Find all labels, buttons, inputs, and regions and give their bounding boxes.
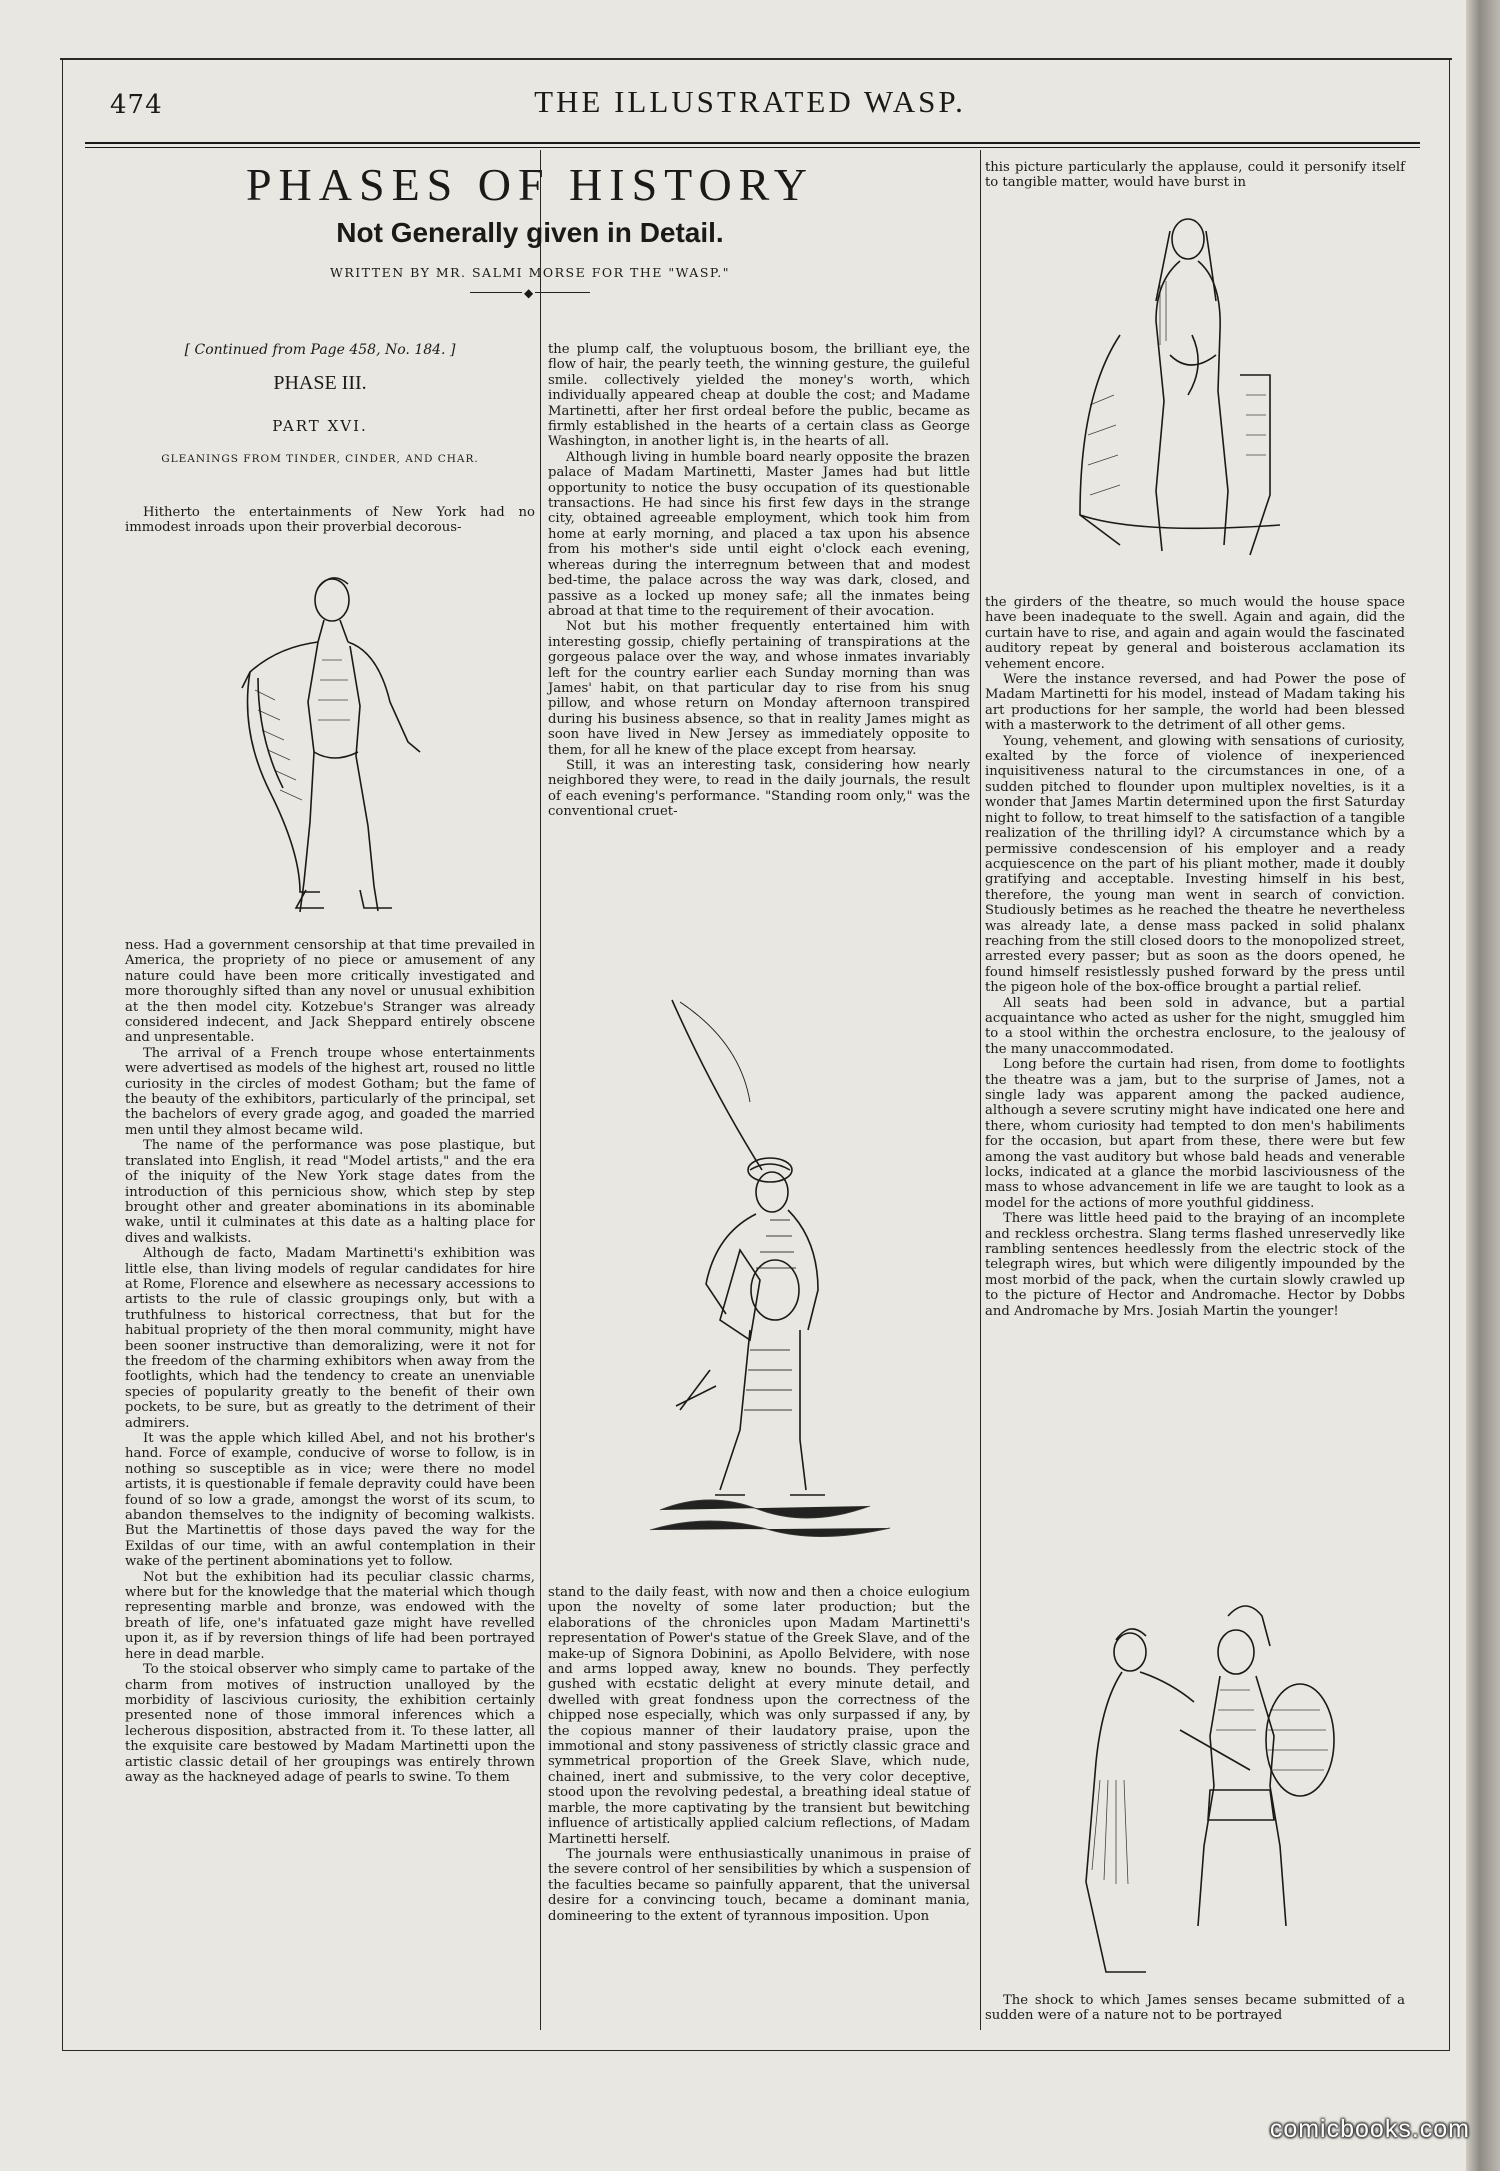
article-title: PHASES OF HISTORY <box>245 159 815 210</box>
part-heading <box>110 342 530 465</box>
fisherman-illustration <box>620 990 910 1550</box>
column-divider-1 <box>540 150 541 2030</box>
column-divider-2 <box>980 150 981 2030</box>
greek-slave-svg <box>1060 205 1320 585</box>
apollo-statue-illustration <box>210 560 460 930</box>
col3-bottom <box>985 1993 1405 2024</box>
col2-top <box>548 342 970 820</box>
col1-intro <box>125 505 535 536</box>
paragraph: All seats had been sold in advance, but a partial acquaintance who acted as usher for the night, smuggled him to a stool within the orchestra enclosure, to the jealousy of the many unaccommodated. <box>985 995 1405 1057</box>
paragraph: Hitherto the entertainments of New York had no immodest inroads upon their proverbial decorous- <box>125 505 535 536</box>
paragraph: Young, vehement, and glowing with sensations of curiosity, exalted by the force of violence of inexperienced inquisitiveness natural to the circumstances in one, of a sudden pitched to flounder upon multiplex novelties, is it a wonder that James Martin determined upon the first Saturday night to follow, to treat himself to the satisfaction of a tangible realization of the thrilling idyl? A circumstance which by a permissive condescension of his employer and a ready acquiescence on the part of his pliant mother, made it doubly gratifying and acceptable. Investing himself in his best, therefore, the young man went in search of conviction. Studiously betimes as he reached the theatre he nevertheless was already late, a dense mass packed in solid phalanx reaching from the still closed doors to the monopolized street, arrested every passer; but as soon as the doors opened, he found himself resistlessly pushed forward by the press until the pigeon hole of the box-office brought a partial relief. <box>985 733 1405 996</box>
paragraph: It was the apple which killed Abel, and not his brother's hand. Force of example, conducive of worse to follow, is in nothing so susceptible as in vice; were there no model artists, it is questionable if female depravity could have been found of so low a grade, amongst the worst of its scum, to abandon themselves to the indignity of becoming walkists. But the Martinettis of those days paved the way for the Exildas of our time, with an awful contemplation in their wake of the pertinent abominations yet to follow. <box>125 1431 535 1570</box>
part-label: PART XVI. <box>272 417 368 435</box>
paragraph: The journals were enthusiastically unanimous in praise of the severe control of her sensibilities by which a suspension of the faculties became so painfully apparent, that the universal desire for a convincing touch, became a dominant mania, domineering to the extent of tyrannous imposition. Upon <box>548 1846 970 1924</box>
paragraph: stand to the daily feast, with now and then a choice eulogium upon the novelty of some later production; but the elaborations of the chronicles upon Madam Martinetti's representation of Power's statue of the Greek Slave, and of the make-up of Signora Dobinini, as Apollo Belvidere, with nose and arms lopped away, knew no bounds. They perfectly gushed with ecstatic delight at every minute detail, and dwelled with great fondness upon the correctness of the chipped nose especially, which was only surpassed if any, by the copious manner of their laudatory praise, upon the immotional and stony passiveness of strictly classic grace and symmetrical proportion of the Greek Slave, which nude, chained, inert and submissive, to the very color deceptive, stood upon the revolving pedestal, a breathing ideal statue of marble, the more captivating by the transient but bewitching influence of artistically applied calcium reflections, of Madam Martinetti herself. <box>548 1585 970 1847</box>
page-number: 474 <box>110 90 163 120</box>
paragraph: Not but the exhibition had its peculiar classic charms, where but for the knowledge that the material which though representing marble and bronze, was endowed with the breath of life, one's infatuated gaze might have revelled upon it, as if by reversion things of life had been portrayed here in dead marble. <box>125 1569 535 1662</box>
paragraph: The arrival of a French troupe whose entertainments were advertised as models of the highest art, roused no little curiosity in the circles of modest Gotham; but the fame of the beauty of the exhibitors, particularly of the principal, set the bachelors of every grade agog, and goaded the married men until they almost became wild. <box>125 1045 535 1138</box>
fisherman-svg <box>620 990 910 1550</box>
page-border-right <box>1449 58 1450 2051</box>
paragraph: the girders of the theatre, so much would the house space have been inadequate to the swell. Again and again, did the curtain have to rise, and again and again would the fascinated auditory repeat by general and boisterous acclamation its vehement encore. <box>985 595 1405 672</box>
col3-top <box>985 160 1405 191</box>
article-header <box>160 158 900 298</box>
paragraph: Although living in humble board nearly opposite the brazen palace of Madam Martinetti, Master James had but little opportunity to notice the busy occupation of its questionable transactions. He had since his first few days in the strange city, obtained agreeable employment, which took him from home at early morning, and placed a tax upon his absence from his mother's side until eight o'clock each evening, whereas during the interregnum between that and modest bed-time, the palace across the way was dark, closed, and passive as a locked up money safe; all the inmates being abroad at that time to the requirement of their avocation. <box>548 449 970 619</box>
continued-note: [ Continued from Page 458, No. 184. ] <box>184 342 456 358</box>
paragraph: Long before the curtain had risen, from dome to footlights the theatre was a jam, but to the surprise of James, not a single lady was apparent among the packed audience, although a severe scrutiny might have indicated one here and there, whom curiosity had tempted to don men's habiliments for the occasion, but apart from these, there were but few among the vast auditory but whose bald heads and venerable locks, indicated at a glance the morbid lasciviousness of the mass to whose advancement in life we are taught to look as a model for the actions of more youthful giddiness. <box>985 1057 1405 1211</box>
divider-ornament-icon: ◆ <box>470 286 590 298</box>
paragraph: ness. Had a government censorship at that time prevailed in America, the propriety of no piece or amusement of any nature could have been more critically investigated and more thoroughly sifted than any novel or unusual exhibition at the then model city. Kotzebue's Stranger was already considered indecent, and Jack Sheppard entirely obscene and unpresentable. <box>125 938 535 1046</box>
publication-title: THE ILLUSTRATED WASP. <box>534 84 966 119</box>
scan-edge <box>1466 0 1500 2171</box>
section-heading: GLEANINGS FROM TINDER, CINDER, AND CHAR. <box>161 453 479 465</box>
header-rule <box>85 142 1420 144</box>
paragraph: this picture particularly the applause, could it personify itself to tangible matter, would have burst in <box>985 160 1405 191</box>
paragraph: The shock to which James senses became submitted of a sudden were of a nature not to be portrayed <box>985 1993 1405 2024</box>
page-border-top <box>60 58 1452 60</box>
col3-middle <box>985 595 1405 1319</box>
page-border-left <box>62 58 63 2051</box>
watermark: comicbooks.com <box>1269 2115 1470 2143</box>
paragraph: To the stoical observer who simply came to partake of the charm from motives of instruction unalloyed by the morbidity of lascivious curiosity, the exhibition certainly presented none of those immoral inferences which a lecherous disposition, abstracted from it. To these latter, all the exquisite care bestowed by Madam Martinetti upon the artistic classic detail of her groupings was entirely thrown away as the hackneyed adage of pearls to swine. To them <box>125 1662 535 1785</box>
paragraph: the plump calf, the voluptuous bosom, the brilliant eye, the flow of hair, the pearly teeth, the winning gesture, the guileful smile. collectively yielded the money's worth, which individually appeared cheap at double the cost; and Madame Martinetti, after her first ordeal before the public, became as firmly established in the hearts of a certain class as George Washington, in another light is, in the hearts of all. <box>548 342 970 450</box>
paragraph: Not but his mother frequently entertained him with interesting gossip, chiefly pertaining of transpirations at the gorgeous palace over the way, and whose inmates invariably left for the country earlier each Sunday morning than was James' habit, on that particular day to rise from his snug pillow, and whose return on Monday afternoon transpired during his business absence, so that in reality James might as soon have lived in New Jersey as immediately opposite to them, for all he knew of the place except from hearsay. <box>548 619 970 758</box>
hector-andromache-illustration <box>1060 1600 1350 1990</box>
paragraph: There was little heed paid to the braying of an incomplete and reckless orchestra. Slang terms flashed unreservedly like rambling sentences heedlessly from the electric stock of the telegraph wires, but which were diligently impounded by the most morbid of the pack, when the curtain slowly crawled up to the picture of Hector and Andromache. Hector by Dobbs and Andromache by Mrs. Josiah Martin the younger! <box>985 1211 1405 1319</box>
article-subtitle: Not Generally given in Detail. <box>336 217 724 248</box>
paragraph: Still, it was an interesting task, considering how nearly neighbored they were, to read in the daily journals, the result of each evening's performance. "Standing room only," was the conventional cruet- <box>548 757 970 820</box>
apollo-statue-svg <box>210 560 460 930</box>
phase-label: PHASE III. <box>273 372 367 394</box>
paragraph: The name of the performance was pose plastique, but translated into English, it read "Model artists," and the era of the iniquity of the New York stage dates from the introduction of this pernicious show, which step by step brought other and greater abominations in its abominable wake, until it culminates at this date as a halting place for dives and walkists. <box>125 1138 535 1246</box>
col2-bottom <box>548 1585 970 1924</box>
article-byline: WRITTEN BY MR. SALMI MORSE FOR THE "WASP." <box>329 265 731 280</box>
hector-andromache-svg <box>1060 1600 1350 1990</box>
greek-slave-illustration <box>1060 205 1320 585</box>
paragraph: Were the instance reversed, and had Power the pose of Madam Martinetti for his model, instead of Madam taking his art productions for her sample, the world had been blessed with a masterwork to the detriment of all other gems. <box>985 672 1405 734</box>
paragraph: Although de facto, Madam Martinetti's exhibition was little else, than living models of regular candidates for hire at Rome, Florence and elsewhere as necessary accessions to artists to the rule of classic groupings only, but with a truthfulness to historical correctness, that but for the habitual propriety of the then moral community, might have been sooner instructive than demoralizing, were it not for the freedom of the charming exhibitors when away from the footlights, which had the tendency to create an unenviable species of popularity greatly to the benefit of their own pockets, to be sure, but as greatly to the detriment of their admirers. <box>125 1246 535 1431</box>
header-rule-thin <box>85 147 1420 148</box>
col1-body <box>125 938 535 1785</box>
page-border-bottom <box>62 2050 1450 2051</box>
